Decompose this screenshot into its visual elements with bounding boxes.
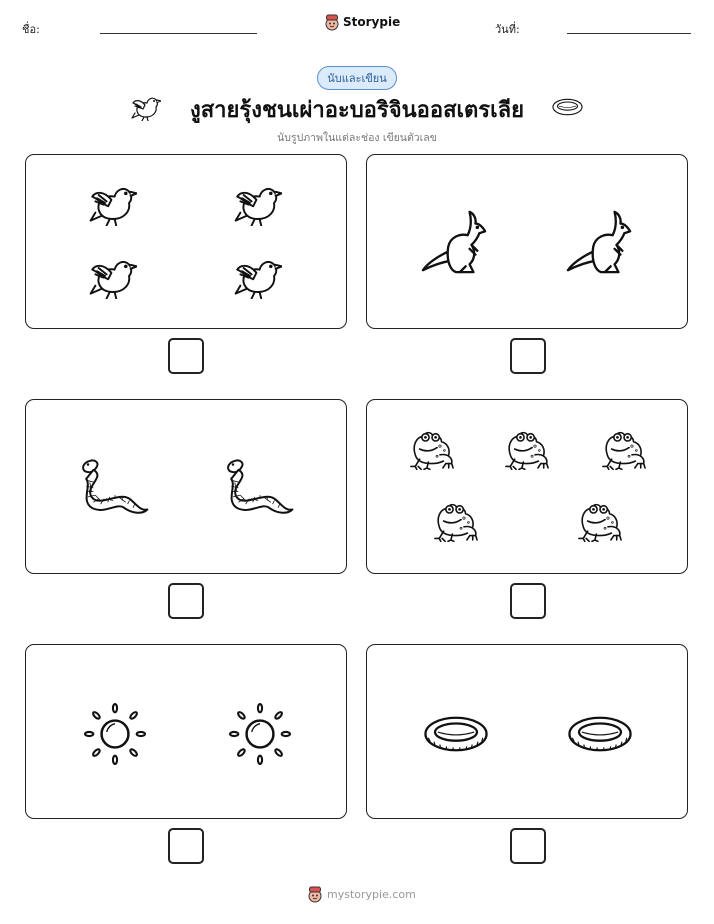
frog-icon xyxy=(600,428,648,470)
bird-icon xyxy=(234,180,282,226)
kangaroo-icon xyxy=(421,208,489,276)
brand-name: Storypie xyxy=(343,15,401,29)
bird-icon xyxy=(89,180,137,226)
name-line[interactable] xyxy=(100,33,257,34)
count-panel-frogs xyxy=(366,399,688,574)
count-panel-birds xyxy=(25,154,347,329)
date-label: วันที่: xyxy=(495,23,520,36)
count-panel-kangaroos xyxy=(366,154,688,329)
footer-site-link[interactable]: mystorypie.com xyxy=(327,887,416,901)
snake-icon xyxy=(224,455,296,519)
instructions: นับรูปภาพในแต่ละช่อง เขียนตัวเลข xyxy=(277,132,437,144)
frog-icon xyxy=(432,500,480,542)
count-panel-snakes xyxy=(25,399,347,574)
answer-box-kangaroos[interactable] xyxy=(510,338,546,374)
frog-icon xyxy=(503,428,551,470)
answer-box-birds[interactable] xyxy=(168,338,204,374)
waterhole-icon xyxy=(566,713,634,755)
sun-icon xyxy=(84,703,146,765)
snake-icon xyxy=(79,455,151,519)
count-panel-suns xyxy=(25,644,347,819)
activity-tag: นับและเขียน xyxy=(317,66,397,90)
footer xyxy=(307,885,416,903)
date-line[interactable] xyxy=(567,33,691,34)
name-label: ชื่อ: xyxy=(22,23,40,36)
page-title: งูสายรุ้งชนเผ่าอะบอริจินออสเตรเลีย xyxy=(189,98,525,123)
kangaroo-icon xyxy=(566,208,634,276)
storypie-mascot-icon xyxy=(307,885,323,903)
answer-box-waterholes[interactable] xyxy=(510,828,546,864)
waterhole-icon xyxy=(551,97,584,117)
answer-box-suns[interactable] xyxy=(168,828,204,864)
storypie-mascot-icon xyxy=(324,13,340,31)
waterhole-icon xyxy=(422,713,490,755)
answer-box-snakes[interactable] xyxy=(168,583,204,619)
bird-icon xyxy=(89,253,137,299)
count-panel-waterholes xyxy=(366,644,688,819)
frog-icon xyxy=(576,500,624,542)
brand-logo xyxy=(324,13,400,31)
frog-icon xyxy=(408,428,456,470)
sun-icon xyxy=(229,703,291,765)
answer-box-frogs[interactable] xyxy=(510,583,546,619)
bird-icon xyxy=(234,253,282,299)
